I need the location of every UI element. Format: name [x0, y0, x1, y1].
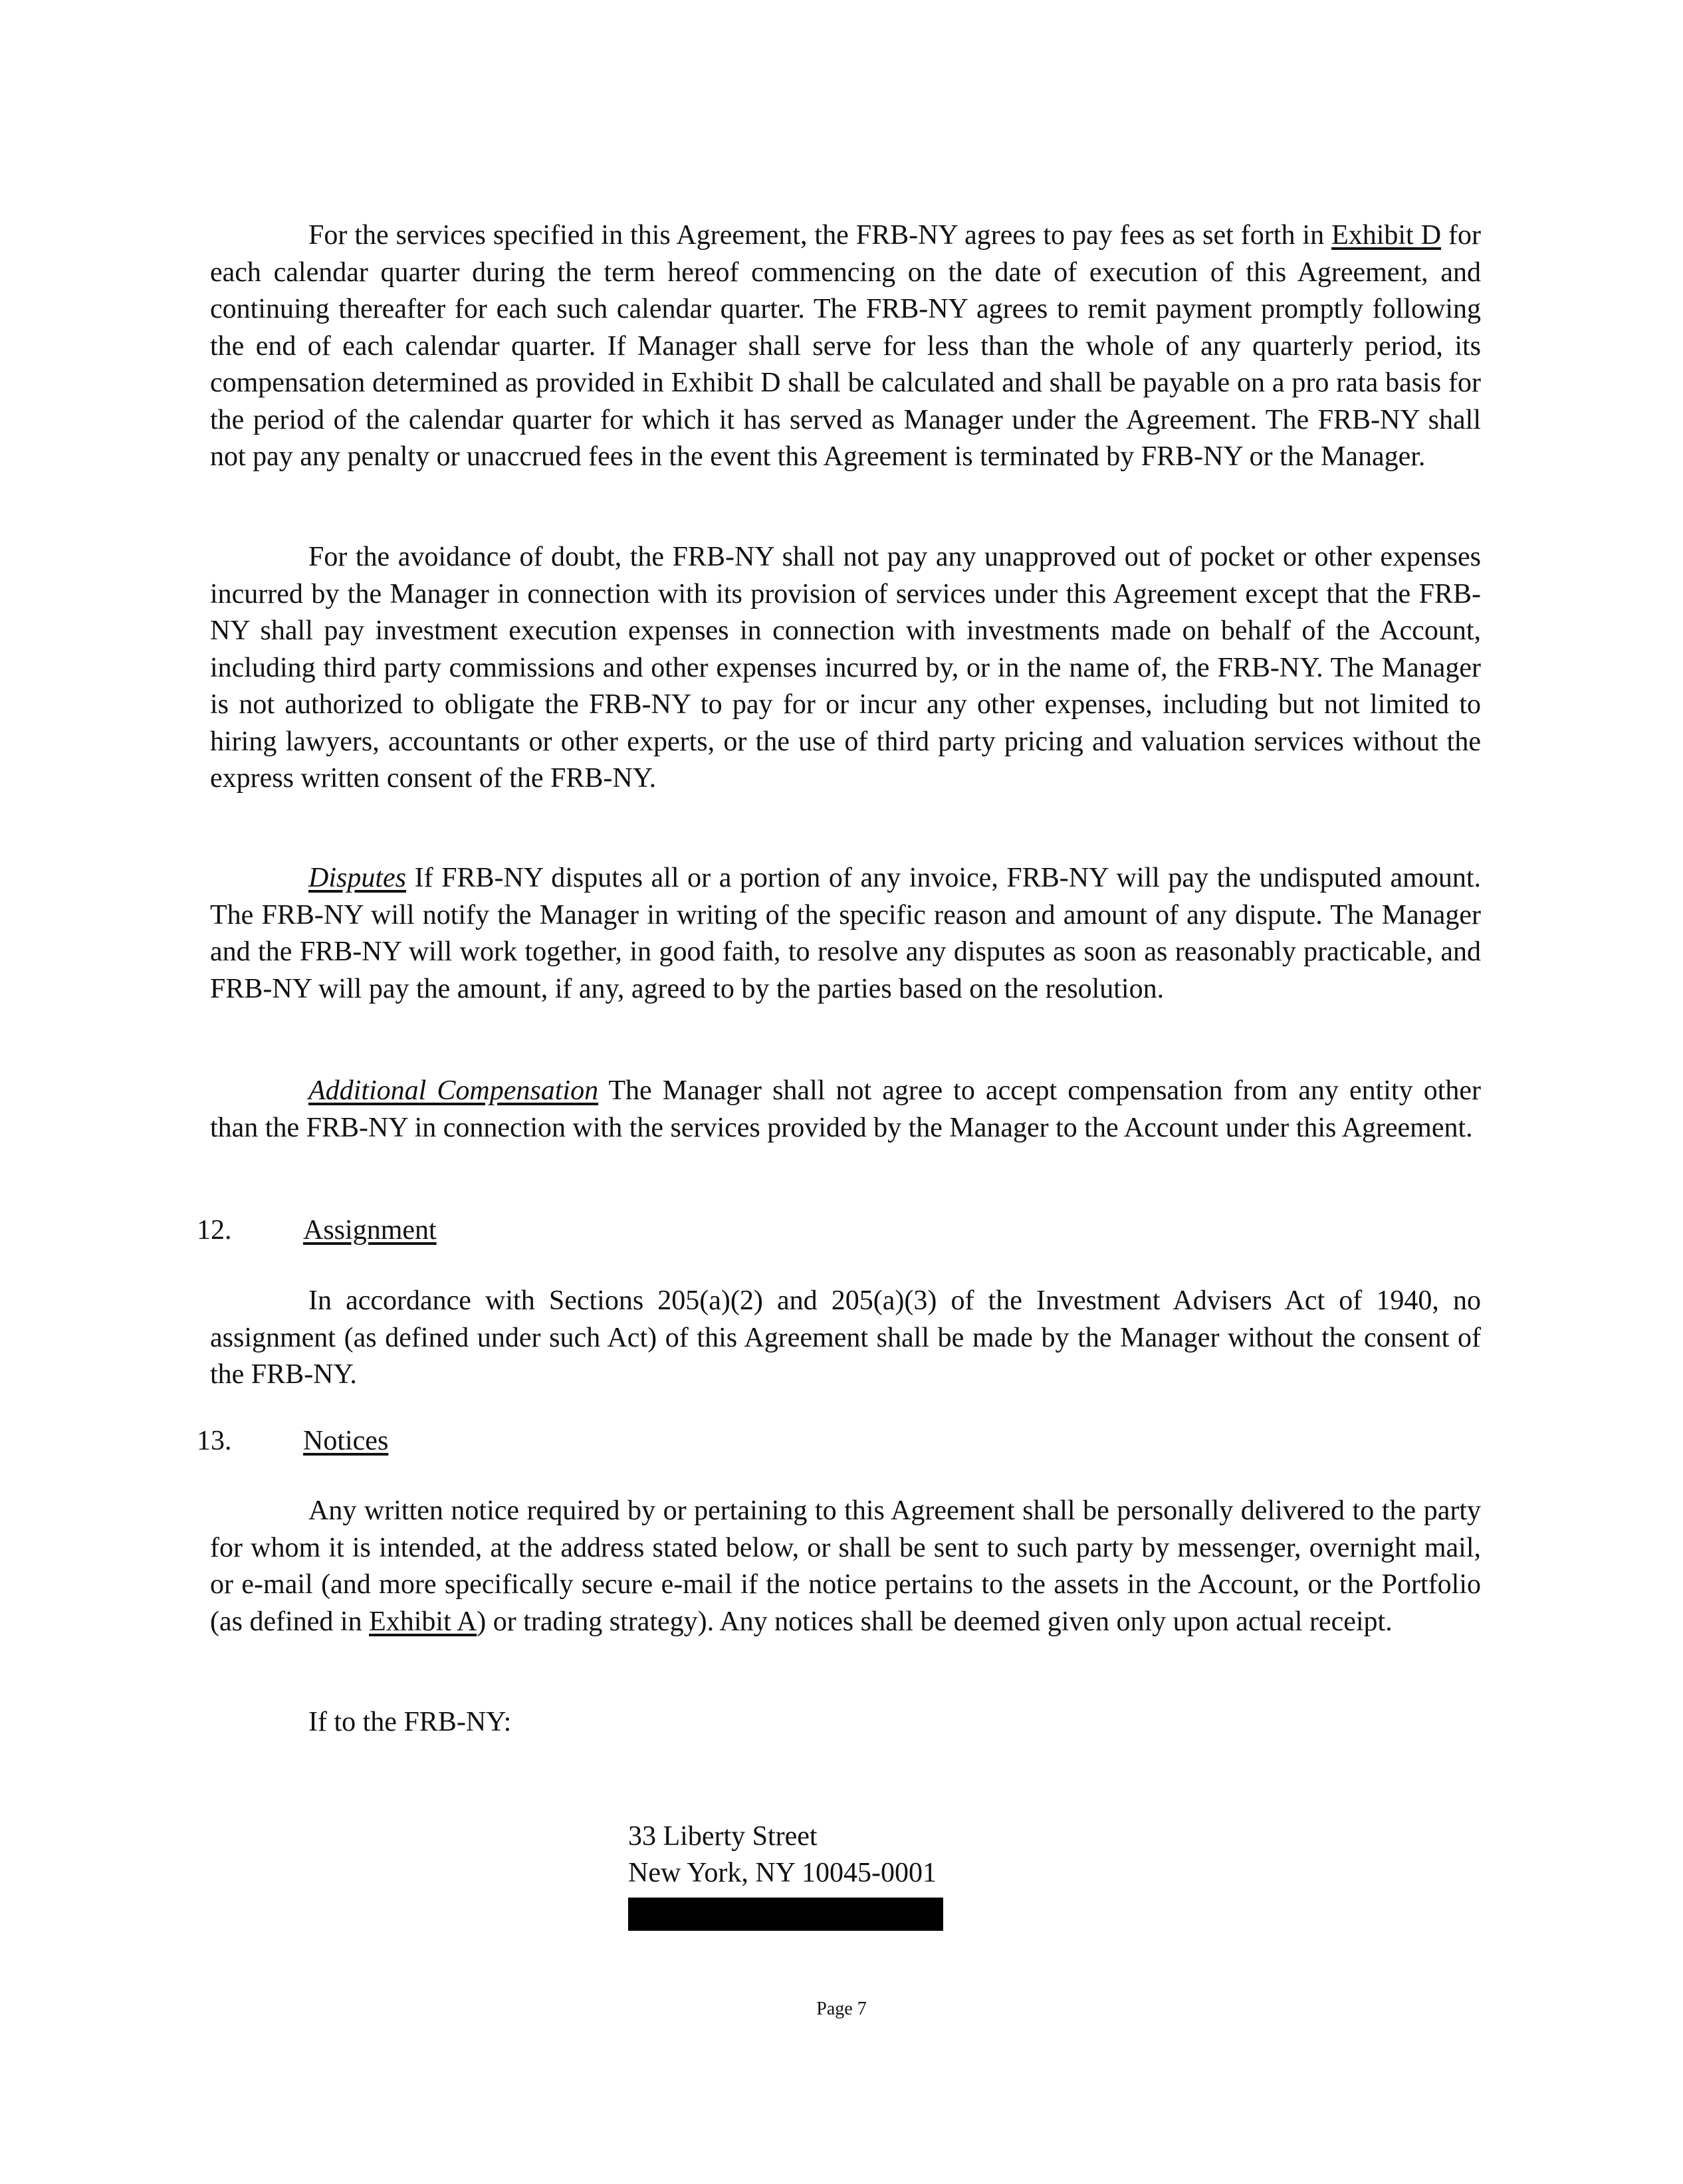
additional-compensation-paragraph: [210, 1073, 1481, 1147]
exhibit-a-reference: Exhibit A: [369, 1606, 477, 1637]
additional-compensation-text: The Manager shall not agree to accept compensation from any entity other than the FRB-NY in connection with the services provided by the Manager to the Account under this Agreement.: [210, 1075, 1482, 1143]
expenses-paragraph: For the avoidance of doubt, the FRB-NY shall not pay any unapproved out of pocket or other expenses incurred by the Manager in connection with its provision of services under this Agreement except that the FRB-NY shall pay investment execution expenses in connection with investments made on behalf of the Account, including third party commissions and other expenses incurred by, or in the name of, the FRB-NY. The Manager is not authorized to obligate the FRB-NY to pay for or incur any other expenses, including but not limited to hiring lawyers, accountants or other experts, or the use of third party pricing and valuation services without the express written consent of the FRB-NY.: [210, 542, 1481, 794]
page-number: Page 7: [816, 1999, 867, 2019]
notices-rest-text: ) or trading strategy). Any notices shall be deemed given only upon actual receipt.: [477, 1606, 1393, 1637]
fees-lead-text: For the services specified in this Agreement, the FRB-NY agrees to pay fees as set forth in: [308, 220, 1332, 251]
section-12-number: 12.: [197, 1215, 232, 1246]
section-13-title: Notices: [303, 1426, 389, 1456]
additional-compensation-label: Additional Compensation: [308, 1075, 599, 1106]
redaction-bar: [628, 1898, 943, 1931]
disputes-text: If FRB-NY disputes all or a portion of any invoice, FRB-NY will pay the undisputed amount. The FRB-NY will notify the Manager in writing of the specific reason and amount of any dispute. The Manager and the FRB-NY will work together, in good faith, to resolve any disputes as soon as reasonably practicable, and FRB-NY will pay the amount, if any, agreed to by the parties based on the resolution.: [210, 863, 1481, 1004]
section-12-title: Assignment: [303, 1215, 437, 1246]
if-to-frbny-line: If to the FRB-NY:: [308, 1707, 512, 1737]
notices-lead-text: Any written notice required by or pertaining to this Agreement shall be personally delivered to the party for whom it is intended, at the address stated below, or shall be sent to such party by messenger, overnight mail, or e-mail (and more specifically secure e-mail if the notice pertains to the assets in the Account, or the Portfolio (as defined in: [210, 1495, 1481, 1637]
section-12-heading: [197, 1212, 437, 1249]
section-13-number: 13.: [197, 1426, 232, 1456]
frbny-address-block: [628, 1818, 937, 1892]
address-city: New York, NY 10045-0001: [628, 1858, 937, 1888]
disputes-paragraph: [210, 860, 1481, 1008]
exhibit-d-reference: Exhibit D: [1331, 220, 1442, 251]
address-street: 33 Liberty Street: [628, 1821, 818, 1852]
fees-paragraph: [210, 217, 1481, 476]
disputes-label: Disputes: [308, 863, 406, 893]
fees-rest-text: for each calendar quarter during the term hereof commencing on the date of execution of this Agreement, and continuing thereafter for each such calendar quarter. The FRB-NY agrees to remit payment promptly following the end of each calendar quarter. If Manager shall serve for less than the whole of any quarterly period, its compensation determined as provided in Exhibit D shall be calculated and shall be payable on a pro rata basis for the period of the calendar quarter for which it has served as Manager under the Agreement. The FRB-NY shall not pay any penalty or unaccrued fees in the event this Agreement is terminated by FRB-NY or the Manager.: [210, 220, 1481, 472]
notices-paragraph: [210, 1493, 1481, 1640]
assignment-paragraph: In accordance with Sections 205(a)(2) and 205(a)(3) of the Investment Advisers Act of 1940, no assignment (as defined under such Act) of this Agreement shall be made by the Manager without the consent of the FRB-NY.: [210, 1285, 1481, 1390]
section-13-heading: [197, 1423, 388, 1460]
